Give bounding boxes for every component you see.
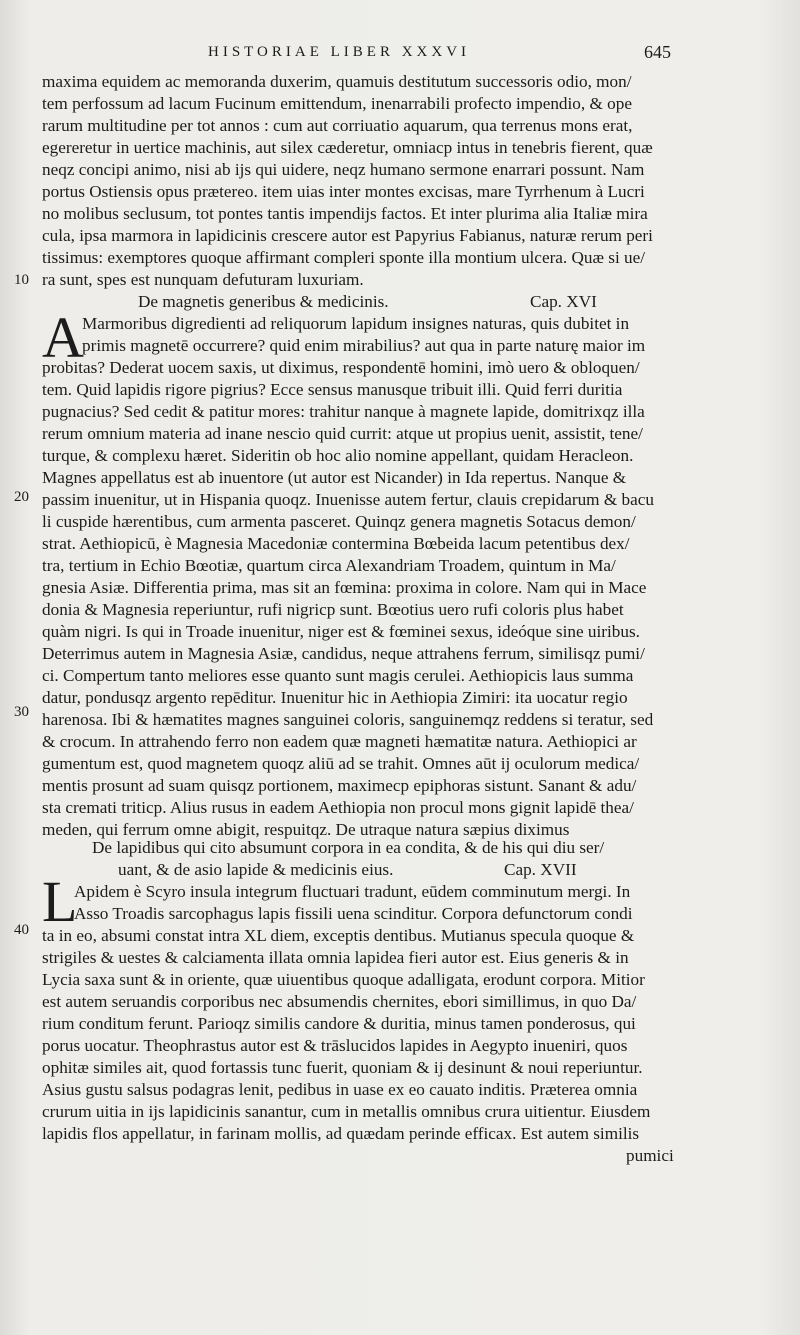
text-line: Asius gustu salsus podagras lenit, pedibus in uase ex eo cauato inditis. Præterea omnia <box>42 1080 638 1099</box>
text-line: sta cremati triticp. Alius rusus in eadem Aethiopia non procul mons gignit lapidē thea/ <box>42 798 634 817</box>
text-line: mentis prosunt ad suam quisqz portionem, maximecp epiphoras sistunt. Sanant & adu/ <box>42 776 637 795</box>
text-line: egereretur in uertice machinis, aut silex cæderetur, omniacp intus in tenebris fierent, quæ <box>42 138 653 157</box>
text-line: probitas? Dederat uocem saxis, ut diximus, respondentē homini, imò uero & obloquen/ <box>42 358 640 377</box>
text-line: ra sunt, spes est nunquam defuturam luxuriam. <box>42 270 364 289</box>
section-heading-xvii-line2 <box>118 860 708 880</box>
margin-number-40: 40 <box>14 922 29 938</box>
text-line: passim inuenitur, ut in Hispania quoqz. Inuenisse autem fertur, clauis crepidarum & bacu <box>42 490 654 509</box>
text-line: crurum uitia in ijs lapidicinis sanantur, cum in metallis omnibus crura uitientur. Eiusdem <box>42 1102 651 1121</box>
text-line: datur, pondusqz argento repēditur. Inuenitur hic in Aethiopia Zimiri: ita uocatur regio <box>42 688 628 707</box>
text-line: rerum omnium materia ad inane nescio quid currit: atque ut propius uenit, assistit, tene/ <box>42 424 643 443</box>
page-number: 645 <box>644 42 671 62</box>
catchword: pumici <box>626 1146 674 1165</box>
text-line: tra, tertium in Echio Bœotiæ, quartum circa Alexandriam Troadem, quintum in Ma/ <box>42 556 616 575</box>
chapter-number: Cap. XVI <box>530 292 597 311</box>
section-heading-xvii-line1: De lapidibus qui cito absumunt corpora in ea condita, & de his qui diu ser/ <box>92 838 605 857</box>
text-line: portus Ostiensis opus prætereo. item uias inter montes excisas, mare Tyrrhenum à Lucri <box>42 182 645 201</box>
section-heading-title: uant, & de asio lapide & medicinis eius. <box>118 860 394 879</box>
text-line: Apidem è Scyro insula integrum fluctuari tradunt, eūdem comminutum mergi. In <box>74 882 631 901</box>
chapter-number: Cap. XVII <box>504 860 577 879</box>
text-line: Magnes appellatus est ab inuentore (ut autor est Nicander) in Ida repertus. Nanque & <box>42 468 627 487</box>
text-line: est autem seruandis corporibus nec absumendis chernites, ebori simillimus, in quo Da/ <box>42 992 637 1011</box>
text-line: harenosa. Ibi & hæmatites magnes sanguinei coloris, sanguinemqz reddens si teratur, sed <box>42 710 654 729</box>
text-line: ci. Compertum tanto meliores esse quanto sunt magis cerulei. Aethiopicis laus summa <box>42 666 634 685</box>
text-line: porus uocatur. Theophrastus autor est & trāslucidos lapides in Aegypto inueniri, quos <box>42 1036 628 1055</box>
drop-cap: L <box>42 869 78 934</box>
text-line: neqz concipi animo, nisi ab ijs qui uidere, neqz humano sermone enarrari possunt. Nam <box>42 160 645 179</box>
text-line: turque, & complexu hæret. Sideritin ob hoc alio nomine appellant, quidam Heracleon. <box>42 446 634 465</box>
text-line: strat. Aethiopicū, è Magnesia Macedoniæ contermina Bœbeida lacum petentibus dex/ <box>42 534 630 553</box>
text-line: donia & Magnesia reperiuntur, rufi nigricp sunt. Bœotius uero rufi coloris plus habet <box>42 600 624 619</box>
text-line: gnesia Asiæ. Differentia prima, mas sit an fœmina: proxima in colore. Nam qui in Mace <box>42 578 647 597</box>
text-line: ophitæ similes ait, quod fortassis tunc fuerit, quoniam & ij desinunt & noui reperiuntur. <box>42 1058 643 1077</box>
text-line: gumentum est, quod magnetem quoqz aliū ad se trahit. Omnes aūt ij oculorum medica/ <box>42 754 640 773</box>
text-line: & crocum. In attrahendo ferro non eadem quæ magneti hæmatitæ natura. Aethiopici ar <box>42 732 637 751</box>
text-line: pugnacius? Sed cedit & patitur mores: trahitur nanque à magnete lapide, domitrixqz illa <box>42 402 645 421</box>
text-line: rarum multitudine per tot annos : cum aut corriuatio aquarum, qua terrenus mons erat, <box>42 116 633 135</box>
text-line: lapidis flos appellatur, in farinam mollis, ad quædam perinde efficax. Est autem similis <box>42 1124 640 1143</box>
text-line: Deterrimus autem in Magnesia Asiæ, candidus, neque attrahens ferrum, similisqz pumi/ <box>42 644 645 663</box>
text-line: tem perfossum ad lacum Fucinum emittendum, inenarrabili profecto impendio, & ope <box>42 94 632 113</box>
text-line: tissimus: exemptores quoque affirmant compleri sponte illa montium ulcera. Quæ si ue/ <box>42 248 646 267</box>
text-line: ta in eo, absumi constat intra XL diem, exceptis dentibus. Mutianus specula quoque & <box>42 926 635 945</box>
text-line: Marmoribus digredienti ad reliquorum lapidum insignes naturas, quis dubitet in <box>82 314 630 333</box>
text-line: no molibus seclusum, tot pontes tantis impendijs factos. Et inter plurima alia Italiæ mira <box>42 204 648 223</box>
text-line: meden, qui ferrum omne abigit, respuitqz. De utraque natura sæpius diximus <box>42 820 570 839</box>
running-head: HISTORIAE LIBER XXXVI <box>208 44 471 60</box>
text-line: primis magnetē occurrere? quid enim mirabilius? aut qua in parte naturę maior im <box>82 336 646 355</box>
text-line: maxima equidem ac memoranda duxerim, quamuis destitutum successoris odio, mon/ <box>42 72 632 91</box>
text-line: Asso Troadis sarcophagus lapis fissili uena scinditur. Corpora defunctorum condi <box>74 904 633 923</box>
section-heading-title: De magnetis generibus & medicinis. <box>138 292 389 311</box>
text-line: tem. Quid lapidis rigore pigrius? Ecce sensus manusque tribuit illi. Quid ferri duritia <box>42 380 623 399</box>
section-heading-xvi <box>138 292 678 312</box>
text-line: cula, ipsa marmora in lapidicinis crescere autor est Papyrius Fabianus, naturæ rerum peri <box>42 226 653 245</box>
text-line: li cuspide hærentibus, cum armenta pasceret. Quinqz genera magnetis Sotacus demon/ <box>42 512 636 531</box>
drop-cap: A <box>42 305 84 370</box>
text-line: Lycia saxa sunt & in oriente, quæ uiuentibus quoque adalligata, erodunt corpora. Mitior <box>42 970 645 989</box>
margin-number-30: 30 <box>14 704 29 720</box>
margin-number-10: 10 <box>14 272 29 288</box>
text-line: quàm nigri. Is qui in Troade inuenitur, niger est & fœminei sexus, ideóque sine uiribus. <box>42 622 640 641</box>
margin-number-20: 20 <box>14 489 29 505</box>
text-line: rium conditum ferunt. Parioqz similis candore & duritia, minus tamen ponderosus, qui <box>42 1014 636 1033</box>
text-line: strigiles & uestes & calciamenta illata omnia lapidea fieri autor est. Eius generis & in <box>42 948 629 967</box>
